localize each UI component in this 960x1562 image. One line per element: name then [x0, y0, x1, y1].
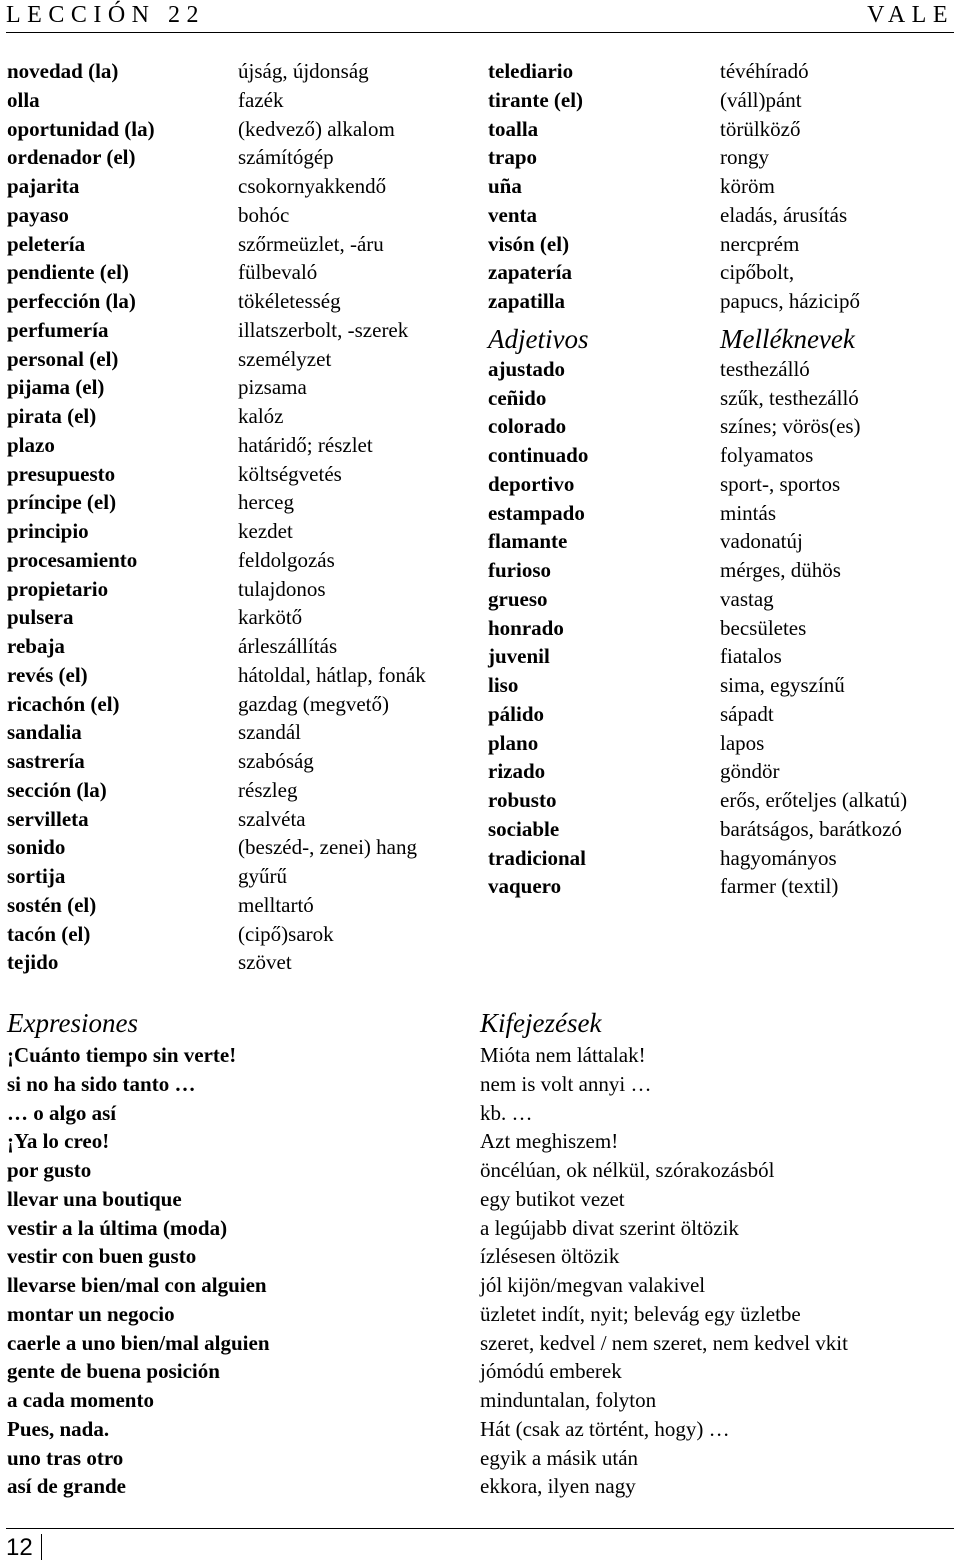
expression-spanish: ¡Cuánto tiempo sin verte!	[7, 1043, 237, 1067]
adjective-hungarian: vadonatúj	[720, 529, 803, 554]
expression-spanish: Pues, nada.	[7, 1416, 110, 1441]
expression-spanish: caerle a uno bien/mal alguien	[7, 1330, 270, 1355]
vocab-term-spanish: revés (el)	[7, 662, 88, 687]
vocab-term-spanish: servilleta	[7, 806, 89, 831]
expression-spanish: ¡Ya lo creo!	[7, 1129, 110, 1154]
expression-hungarian: Hát (csak az történt, hogy) …	[480, 1416, 730, 1441]
expression-spanish: uno tras otro	[7, 1445, 124, 1470]
vocab-term-hungarian: tökéletesség	[238, 289, 341, 313]
lesson-title: LECCIÓN 22	[6, 2, 205, 28]
vocab-spanish-column-1	[7, 57, 155, 977]
expression-hungarian: egyik a másik után	[480, 1445, 639, 1470]
adjective-hungarian: vastag	[720, 586, 774, 611]
vocab-term-spanish: pirata (el)	[7, 404, 97, 428]
expression-hungarian: szeret, kedvel / nem szeret, nem kedvel vkit	[480, 1330, 848, 1355]
expression-hungarian: jól kijön/megvan valakivel	[480, 1273, 706, 1297]
adjective-spanish: deportivo	[488, 471, 575, 496]
vocab-term-spanish: sostén (el)	[7, 892, 97, 917]
vocab-term-spanish: novedad (la)	[7, 59, 119, 83]
vocab-term-hungarian: rongy	[720, 145, 769, 170]
vocab-term-spanish: pajarita	[7, 174, 80, 198]
vocab-term-spanish: perfumería	[7, 317, 109, 342]
adjective-hungarian: göndör	[720, 759, 780, 784]
vocab-term-hungarian: cipőbolt,	[720, 260, 795, 285]
vocab-term-spanish: principio	[7, 519, 89, 543]
adjective-hungarian: mintás	[720, 500, 776, 525]
vocab-term-hungarian: szalvéta	[238, 806, 306, 831]
vocab-term-spanish: pendiente (el)	[7, 260, 129, 285]
adjective-spanish: colorado	[488, 414, 567, 439]
vocab-term-hungarian: csokornyakkendő	[238, 174, 387, 198]
vocab-term-spanish: personal (el)	[7, 346, 119, 371]
vocab-term-hungarian: melltartó	[238, 892, 314, 917]
adjective-spanish: grueso	[488, 586, 548, 611]
vocab-term-spanish: visón (el)	[488, 231, 570, 256]
expression-hungarian: Azt meghiszem!	[480, 1129, 619, 1154]
vocab-term-spanish: sección (la)	[7, 777, 107, 802]
vocab-term-spanish: venta	[488, 202, 537, 227]
vocab-term-hungarian: (kedvező) alkalom	[238, 116, 395, 141]
vocab-hungarian-column-1	[238, 57, 426, 977]
expression-spanish: llevarse bien/mal con alguien	[7, 1273, 267, 1297]
vocab-term-spanish: payaso	[7, 202, 69, 227]
expression-spanish: vestir con buen gusto	[7, 1244, 197, 1269]
vocab-term-spanish: príncipe (el)	[7, 490, 117, 515]
adjective-spanish: robusto	[488, 788, 557, 812]
vocab-term-hungarian: szövet	[238, 950, 292, 975]
vocab-term-hungarian: eladás, árusítás	[720, 202, 848, 227]
expression-spanish: si no ha sido tanto …	[7, 1071, 196, 1096]
vocab-term-hungarian: határidő; részlet	[238, 432, 373, 457]
vocab-term-hungarian: szőrmeüzlet, -áru	[238, 231, 384, 256]
adjective-hungarian: sápadt	[720, 701, 774, 726]
adjective-hungarian: sima, egyszínű	[720, 673, 845, 697]
vocab-term-spanish: presupuesto	[7, 461, 116, 486]
vocab-term-spanish: procesamiento	[7, 547, 138, 572]
expressions-title-spanish: Expresiones	[7, 1008, 138, 1038]
expression-spanish: llevar una boutique	[7, 1186, 182, 1211]
adjective-spanish: juvenil	[488, 644, 550, 669]
adjective-spanish: rizado	[488, 759, 546, 784]
expression-spanish: montar un negocio	[7, 1301, 175, 1326]
vocab-term-spanish: sastrería	[7, 749, 85, 773]
adjective-hungarian: erős, erőteljes (alkatú)	[720, 788, 908, 812]
vocab-term-hungarian: részleg	[238, 777, 298, 802]
expression-hungarian: Mióta nem láttalak!	[480, 1043, 646, 1067]
adjective-spanish: ceñido	[488, 385, 547, 410]
vocab-term-hungarian: fazék	[238, 87, 284, 112]
adjective-hungarian: barátságos, barátkozó	[720, 816, 902, 841]
vocab-term-hungarian: hátoldal, hátlap, fonák	[238, 662, 426, 687]
vocab-term-hungarian: személyzet	[238, 346, 332, 371]
page-footer	[6, 1528, 954, 1560]
adjective-hungarian: farmer (textil)	[720, 874, 839, 899]
vocab-term-hungarian: pizsama	[238, 375, 307, 400]
adjective-hungarian: folyamatos	[720, 443, 814, 467]
vocab-term-spanish: tacón (el)	[7, 921, 91, 946]
adjective-spanish: flamante	[488, 529, 568, 554]
adjective-hungarian: színes; vörös(es)	[720, 414, 861, 439]
vocab-term-hungarian: (beszéd-, zenei) hang	[238, 835, 417, 860]
vocab-spanish-column-2	[488, 57, 588, 901]
expression-hungarian: öncélúan, ok nélkül, szórakozásból	[480, 1158, 775, 1182]
expression-spanish: así de grande	[7, 1474, 127, 1499]
vocab-term-hungarian: fülbevaló	[238, 260, 318, 285]
vocab-term-spanish: tejido	[7, 950, 59, 975]
vocab-term-spanish: zapatería	[488, 260, 572, 285]
expression-hungarian: ízlésesen öltözik	[480, 1244, 620, 1269]
vocab-term-spanish: tirante (el)	[488, 87, 584, 112]
vocab-term-spanish: perfección (la)	[7, 289, 136, 313]
vocab-term-spanish: propietario	[7, 576, 109, 601]
vocab-hungarian-column-2	[720, 57, 907, 901]
vocab-term-hungarian: árleszállítás	[238, 634, 338, 658]
book-title: VALE	[867, 2, 954, 28]
vocab-term-hungarian: tulajdonos	[238, 576, 326, 601]
vocab-term-hungarian: illatszerbolt, -szerek	[238, 317, 409, 342]
expression-hungarian: minduntalan, folyton	[480, 1388, 657, 1412]
adjective-spanish: continuado	[488, 443, 589, 467]
vocab-term-hungarian: karkötő	[238, 605, 303, 630]
vocab-term-hungarian: költségvetés	[238, 461, 342, 486]
vocab-term-spanish: oportunidad (la)	[7, 116, 155, 141]
expression-hungarian: kb. …	[480, 1100, 533, 1125]
adjective-spanish: sociable	[488, 816, 560, 841]
expression-hungarian: üzletet indít, nyit; belevág egy üzletbe	[480, 1301, 801, 1326]
expression-spanish: … o algo así	[7, 1100, 117, 1125]
vocab-term-spanish: ricachón (el)	[7, 691, 120, 716]
adjective-hungarian: sport-, sportos	[720, 471, 841, 496]
vocab-term-hungarian: bohóc	[238, 202, 290, 227]
adjective-spanish: tradicional	[488, 845, 586, 870]
expressions-spanish-column	[7, 1007, 270, 1501]
vocab-term-spanish: peletería	[7, 231, 86, 256]
adjective-spanish: vaquero	[488, 874, 562, 899]
vocab-term-hungarian: papucs, házicipő	[720, 289, 860, 313]
expressions-hungarian-column	[480, 1007, 848, 1501]
adjective-spanish: estampado	[488, 500, 585, 525]
expression-spanish: gente de buena posición	[7, 1359, 220, 1384]
vocab-term-hungarian: (váll)pánt	[720, 87, 802, 112]
vocab-term-spanish: ordenador (el)	[7, 145, 136, 170]
page-number: 12	[6, 1534, 42, 1560]
expression-hungarian: ekkora, ilyen nagy	[480, 1474, 636, 1499]
adjective-spanish: furioso	[488, 558, 551, 582]
expression-spanish: por gusto	[7, 1158, 92, 1182]
vocab-term-spanish: zapatilla	[488, 289, 565, 313]
adjectives-title-spanish: Adjetivos	[488, 323, 589, 354]
vocab-term-hungarian: (cipő)sarok	[238, 921, 334, 946]
vocab-term-hungarian: törülköző	[720, 116, 801, 141]
adjective-hungarian: testhezálló	[720, 356, 810, 381]
vocab-term-hungarian: kalóz	[238, 404, 284, 428]
expression-hungarian: nem is volt annyi …	[480, 1071, 652, 1096]
vocab-term-hungarian: gazdag (megvető)	[238, 691, 390, 716]
adjective-spanish: liso	[488, 673, 519, 697]
vocab-term-spanish: sandalia	[7, 720, 82, 745]
adjectives-title-hungarian: Melléknevek	[720, 323, 855, 354]
adjective-hungarian: szűk, testhezálló	[720, 385, 859, 410]
adjective-hungarian: lapos	[720, 730, 765, 755]
vocab-term-spanish: trapo	[488, 145, 537, 170]
vocab-term-spanish: sortija	[7, 864, 66, 888]
expression-hungarian: jómódú emberek	[480, 1359, 622, 1384]
vocab-term-hungarian: kezdet	[238, 519, 293, 543]
vocab-term-spanish: telediario	[488, 59, 574, 83]
adjective-hungarian: hagyományos	[720, 845, 837, 870]
vocab-term-hungarian: herceg	[238, 490, 294, 515]
vocab-term-hungarian: tévéhíradó	[720, 59, 809, 83]
adjective-spanish: plano	[488, 730, 539, 755]
vocab-term-hungarian: nercprém	[720, 231, 800, 256]
adjective-hungarian: mérges, dühös	[720, 558, 841, 582]
vocab-term-hungarian: számítógép	[238, 145, 334, 170]
vocab-term-hungarian: köröm	[720, 174, 775, 198]
vocab-term-spanish: toalla	[488, 116, 539, 141]
vocab-term-spanish: pijama (el)	[7, 375, 105, 400]
vocab-term-spanish: rebaja	[7, 634, 65, 658]
adjective-spanish: ajustado	[488, 356, 566, 381]
vocab-term-spanish: plazo	[7, 432, 55, 457]
adjective-spanish: pálido	[488, 701, 545, 726]
expressions-title-hungarian: Kifejezések	[480, 1008, 602, 1038]
adjective-spanish: honrado	[488, 615, 564, 640]
expression-spanish: vestir a la última (moda)	[7, 1215, 228, 1240]
expression-spanish: a cada momento	[7, 1388, 154, 1412]
vocab-term-spanish: olla	[7, 87, 40, 112]
adjective-hungarian: fiatalos	[720, 644, 782, 669]
vocab-term-hungarian: újság, újdonság	[238, 59, 369, 83]
expression-hungarian: a legújabb divat szerint öltözik	[480, 1215, 739, 1240]
expression-hungarian: egy butikot vezet	[480, 1186, 625, 1211]
vocab-term-hungarian: feldolgozás	[238, 547, 335, 572]
adjective-hungarian: becsületes	[720, 615, 807, 640]
vocab-term-spanish: uña	[488, 174, 522, 198]
vocab-term-hungarian: szabóság	[238, 749, 314, 773]
page-header	[6, 0, 954, 33]
vocab-term-hungarian: szandál	[238, 720, 301, 745]
vocab-term-hungarian: gyűrű	[238, 864, 287, 888]
vocab-term-spanish: pulsera	[7, 605, 74, 630]
vocab-term-spanish: sonido	[7, 835, 66, 860]
